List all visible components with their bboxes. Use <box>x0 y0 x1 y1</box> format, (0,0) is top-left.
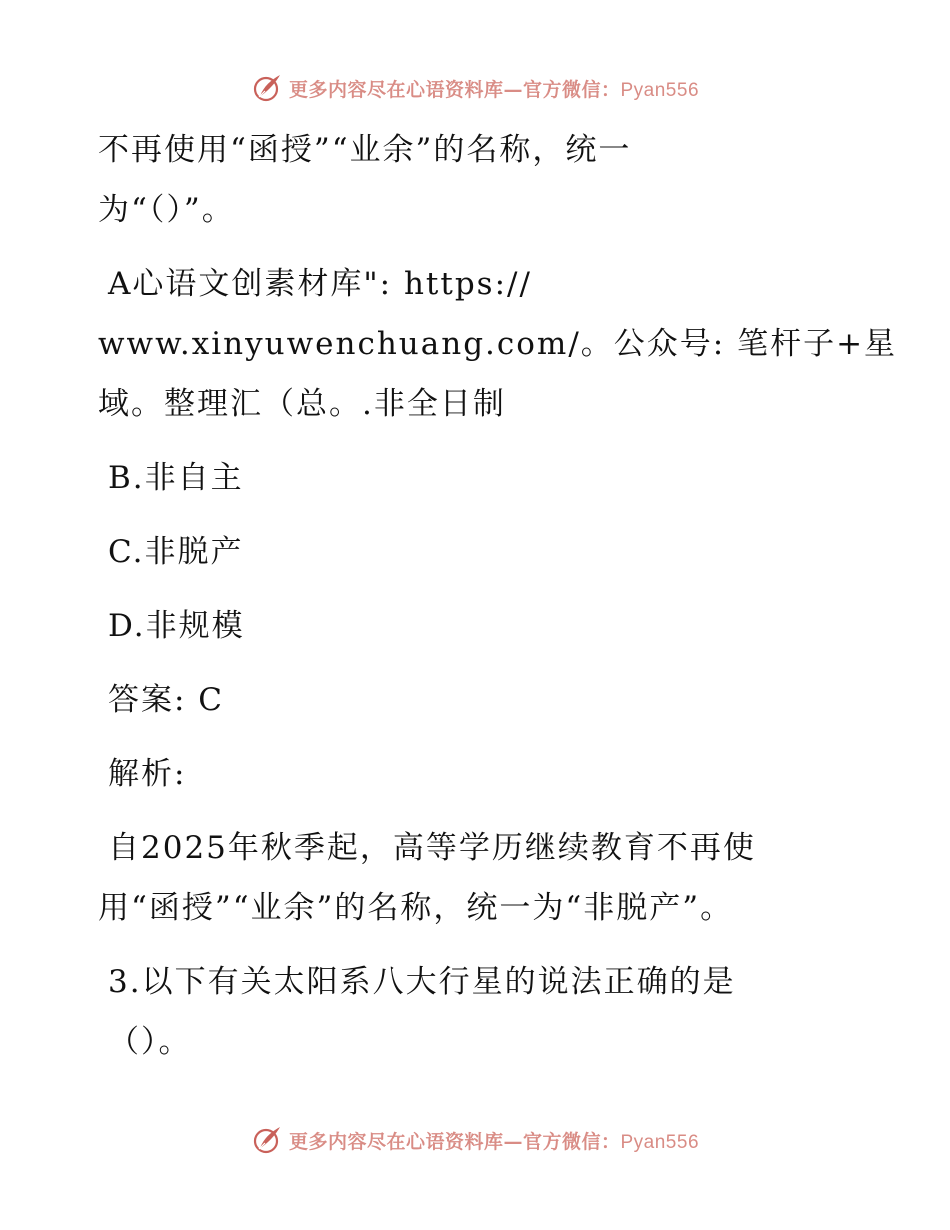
watermark-header <box>0 72 950 104</box>
option-a-line-3: 域。整理汇（总。.非全日制 <box>98 386 506 422</box>
next-question-line-1: 3.以下有关太阳系八大行星的说法正确的是 <box>108 964 736 1000</box>
analysis-line-2: 用“函授”“业余”的名称，统一为“非脱产”。 <box>98 890 734 926</box>
feather-quill-circle-icon <box>251 1124 283 1156</box>
option-c: C.非脱产 <box>108 534 244 570</box>
question-text-line-1: 不再使用“函授”“业余”的名称，统一 <box>98 132 632 168</box>
document-body <box>98 120 898 1072</box>
answer-text: 答案: C <box>108 682 225 718</box>
watermark-text: 更多内容尽在心语资料库—官方微信：Pyan556 <box>288 78 700 101</box>
option-a-line-2: www.xinyuwenchuang.com/。公众号: 笔杆子+星 <box>98 326 898 362</box>
option-d: D.非规模 <box>108 608 245 644</box>
option-a-line-1: A心语文创素材库": https:// <box>108 266 532 302</box>
question-text-line-2: 为“（）”。 <box>98 192 235 228</box>
next-question-line-2: （）。 <box>108 1024 192 1060</box>
watermark-text: 更多内容尽在心语资料库—官方微信：Pyan556 <box>288 1130 700 1153</box>
watermark-footer <box>0 1124 950 1156</box>
analysis-line-1: 自2025年秋季起，高等学历继续教育不再使 <box>108 830 756 866</box>
option-b: B.非自主 <box>108 460 244 496</box>
analysis-label: 解析: <box>108 756 187 792</box>
feather-quill-circle-icon <box>251 72 283 104</box>
